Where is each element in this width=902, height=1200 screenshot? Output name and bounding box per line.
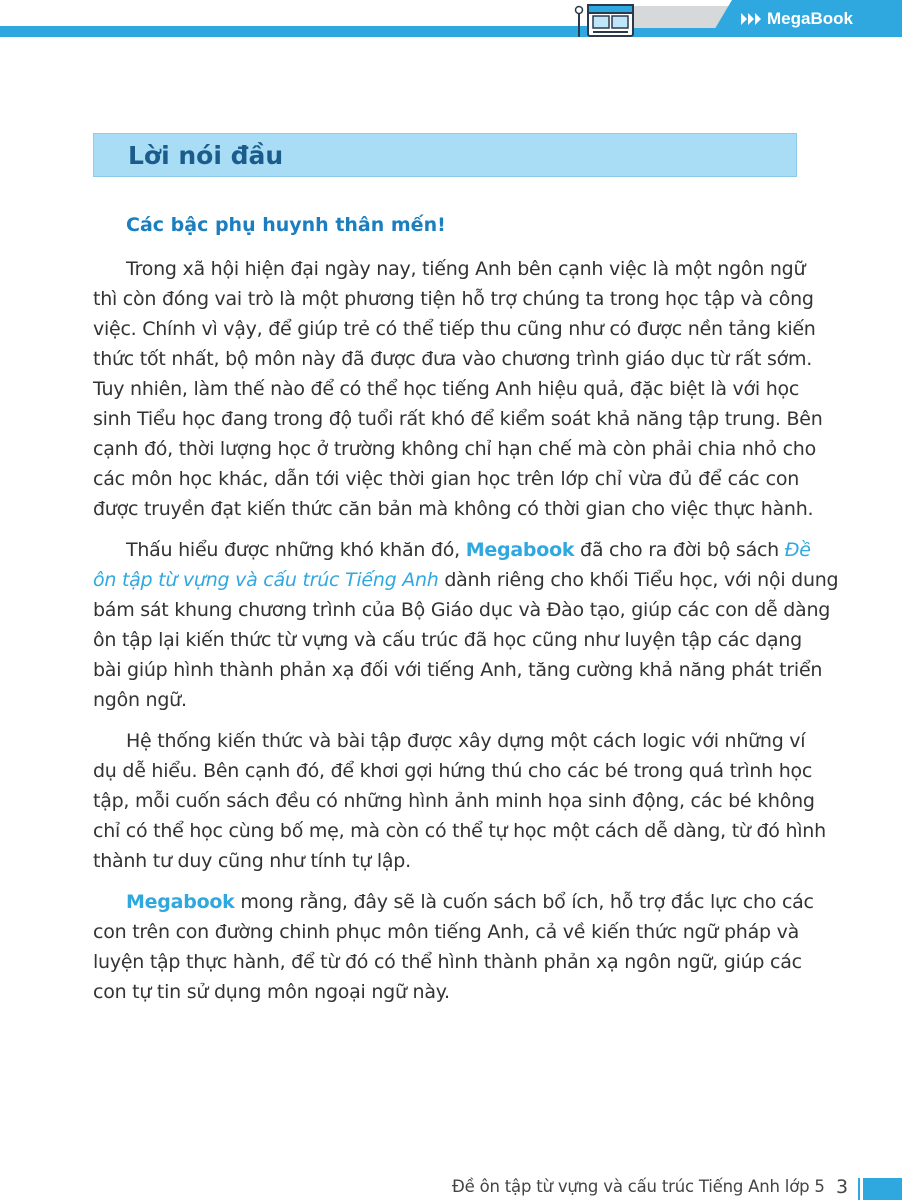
paragraph-line: Trong xã hội hiện đại ngày nay, tiếng Anh bên cạnh việc là một ngôn ngữ [126, 258, 806, 280]
paragraph-line [93, 565, 839, 595]
paragraph-line: thức tốt nhất, bộ môn này đã được đưa vào chương trình giáo dục từ rất sớm. [93, 348, 813, 370]
text-run: mong rằng, đây sẽ là cuốn sách bổ ích, hỗ trợ đắc lực cho các [234, 891, 814, 913]
paragraph-line [93, 887, 814, 917]
megabook-logo-icon [740, 12, 764, 26]
footer-bar [863, 1178, 902, 1200]
section-title-box [93, 133, 797, 177]
megabook-logo [740, 8, 853, 30]
brand-highlight: Megabook [465, 539, 575, 561]
bus-stop-icon [574, 2, 636, 38]
book-title-highlight: ôn tập từ vựng và cấu trúc Tiếng Anh [93, 569, 439, 591]
text-run: đã cho ra đời bộ sách [574, 539, 785, 561]
paragraph-line: bám sát khung chương trình của Bộ Giáo dục và Đào tạo, giúp các con dễ dàng [93, 599, 831, 621]
paragraph-line: con tự tin sử dụng môn ngoại ngữ này. [93, 981, 450, 1003]
paragraph-line: thì còn đóng vai trò là một phương tiện hỗ trợ chúng ta trong học tập và công [93, 288, 814, 310]
paragraph-line: ngôn ngữ. [93, 689, 187, 711]
paragraph-line: cạnh đó, thời lượng học ở trường không chỉ hạn chế mà còn phải chia nhỏ cho [93, 438, 816, 460]
footer-book-title: Đề ôn tập từ vựng và cấu trúc Tiếng Anh lớp 5 [452, 1177, 825, 1196]
paragraph-line: sinh Tiểu học đang trong độ tuổi rất khó để kiểm soát khả năng tập trung. Bên [93, 408, 823, 430]
page-number: 3 [836, 1176, 849, 1198]
paragraph-1 [93, 254, 823, 524]
text-run: Thấu hiểu được những khó khăn đó, [126, 539, 466, 561]
header-gray-tab [622, 6, 732, 28]
text-run: dành riêng cho khối Tiểu học, với nội dung [438, 569, 839, 591]
paragraph-line: được truyền đạt kiến thức căn bản mà không có thời gian cho việc thực hành. [93, 498, 814, 520]
brand-highlight: Megabook [126, 891, 235, 913]
paragraph-2 [93, 535, 839, 715]
greeting: Các bậc phụ huynh thân mến! [126, 214, 446, 236]
paragraph-line: luyện tập thực hành, để từ đó có thể hình thành phản xạ ngôn ngữ, giúp các [93, 951, 802, 973]
logo-text: MegaBook [767, 9, 853, 28]
paragraph-line: Hệ thống kiến thức và bài tập được xây dựng một cách logic với những ví [126, 730, 806, 752]
paragraph-line: dụ dễ hiểu. Bên cạnh đó, để khơi gợi hứng thú cho các bé trong quá trình học [93, 760, 813, 782]
paragraph-line: Tuy nhiên, làm thế nào để có thể học tiếng Anh hiệu quả, đặc biệt là với học [93, 378, 800, 400]
paragraph-line: ôn tập lại kiến thức từ vựng và cấu trúc đã học cũng như luyện tập các dạng [93, 629, 802, 651]
book-title-highlight: Đề [784, 539, 811, 561]
paragraph-line: tập, mỗi cuốn sách đều có những hình ảnh minh họa sinh động, các bé không [93, 790, 815, 812]
paragraph-line: con trên con đường chinh phục môn tiếng Anh, cả về kiến thức ngữ pháp và [93, 921, 799, 943]
paragraph-3 [93, 726, 826, 876]
paragraph-line: các môn học khác, dẫn tới việc thời gian học trên lớp chỉ vừa đủ để các con [93, 468, 799, 490]
paragraph-4 [93, 887, 814, 1007]
paragraph-line: chỉ có thể học cùng bố mẹ, mà còn có thể tự học một cách dễ dàng, từ đó hình [93, 820, 826, 842]
footer-bar-thin [858, 1178, 860, 1200]
paragraph-line [93, 535, 811, 565]
paragraph-line: việc. Chính vì vậy, để giúp trẻ có thể tiếp thu cũng như có được nền tảng kiến [93, 318, 816, 340]
paragraph-line: bài giúp hình thành phản xạ đối với tiếng Anh, tăng cường khả năng phát triển [93, 659, 823, 681]
page-title: Lời nói đầu [128, 141, 284, 170]
paragraph-line: thành tư duy cũng như tính tự lập. [93, 850, 411, 872]
